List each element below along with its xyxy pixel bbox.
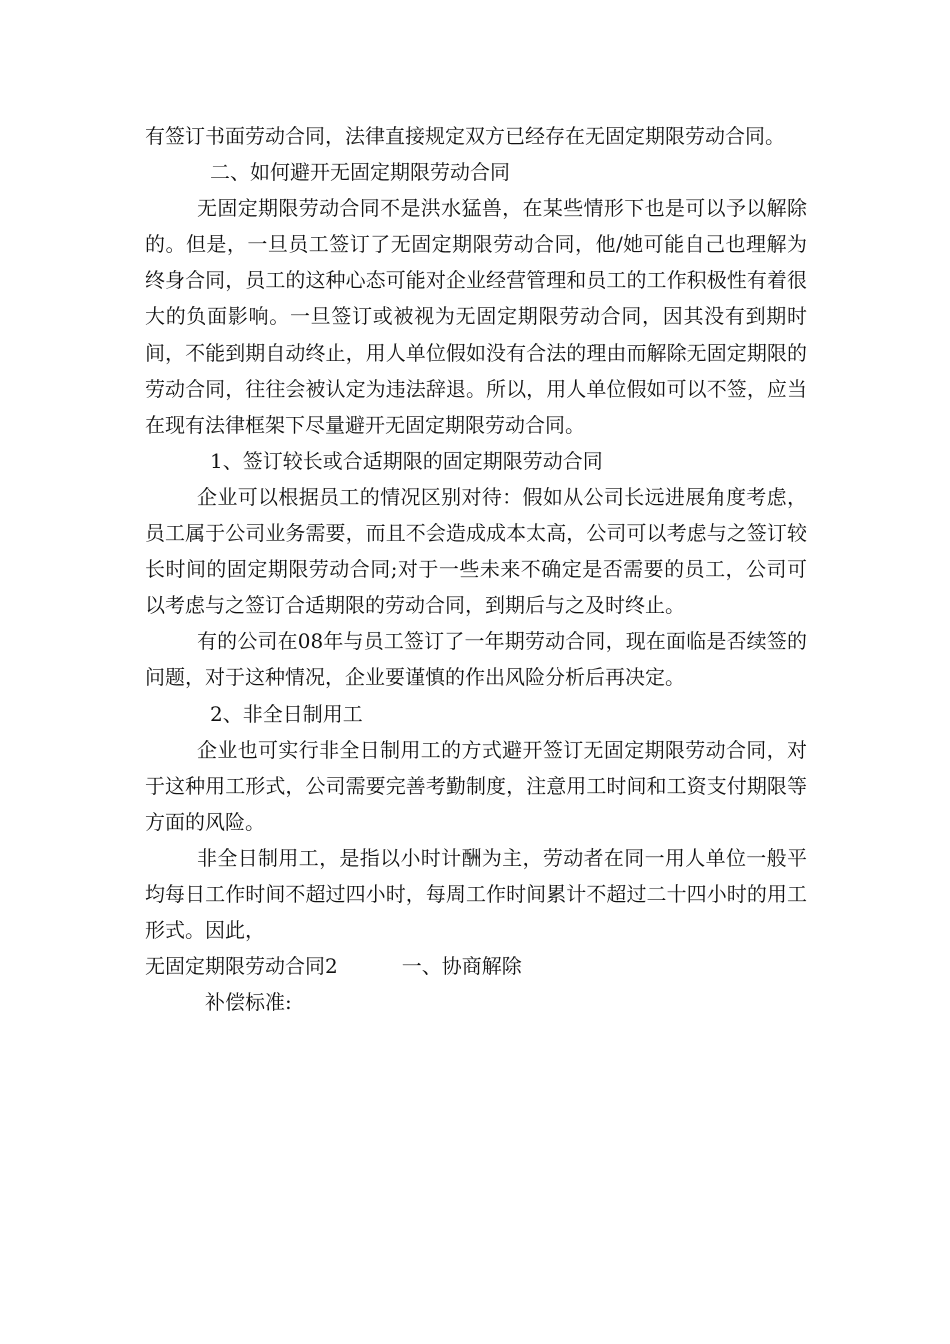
- compensation-standard-label: 补偿标准:: [205, 990, 292, 1015]
- subheading-1: 1、签订较长或合适期限的固定期限劳动合同: [210, 448, 603, 473]
- document-body: [145, 118, 807, 1020]
- section-heading-2: 二、如何避开无固定期限劳动合同: [210, 160, 510, 185]
- paragraph-3: 无固定期限劳动合同不是洪水猛兽，在某些情形下也是可以予以解除的。但是，一旦员工签订了无固定期限劳动合同，他/她可能自己也理解为终身合同，员工的这种心态可能对企业经营管理和员工的工作积极性有着很大的负面影响。一旦签订或被视为无固定期限劳动合同，因其没有到期时间，不能到期自动终止，用人单位假如没有合法的理由而解除无固定期限的劳动合同，往往会被认定为违法辞退。所以，用人单位假如可以不签，应当在现有法律框架下尽量避开无固定期限劳动合同。: [145, 196, 807, 437]
- paragraph-1: 有签订书面劳动合同，法律直接规定双方已经存在无固定期限劳动合同。: [145, 124, 785, 148]
- paragraph-6: 有的公司在08年与员工签订了一年期劳动合同，现在面临是否续签的问题，对于这种情况，企业要谨慎的作出风险分析后再决定。: [145, 629, 807, 690]
- paragraph-5: 企业可以根据员工的情况区别对待：假如从公司长远进展角度考虑，员工属于公司业务需要，而且不会造成成本太高，公司可以考虑与之签订较长时间的固定期限劳动合同;对于一些未来不确定是否需要的员工，公司可以考虑与之签订合适期限的劳动合同，到期后与之及时终止。: [145, 484, 807, 618]
- paragraph-8: 企业也可实行非全日制用工的方式避开签订无固定期限劳动合同，对于这种用工形式，公司需要完善考勤制度，注意用工时间和工资支付期限等方面的风险。: [145, 737, 807, 834]
- document-title-2: 无固定期限劳动合同2: [145, 954, 338, 979]
- paragraph-9: 非全日制用工，是指以小时计酬为主，劳动者在同一用人单位一般平均每日工作时间不超过四小时，每周工作时间累计不超过二十四小时的用工形式。因此，: [145, 845, 807, 943]
- section-heading-negotiated: 一、协商解除: [401, 954, 522, 979]
- subheading-2: 2、非全日制用工: [210, 701, 363, 726]
- mixed-line: [145, 948, 807, 984]
